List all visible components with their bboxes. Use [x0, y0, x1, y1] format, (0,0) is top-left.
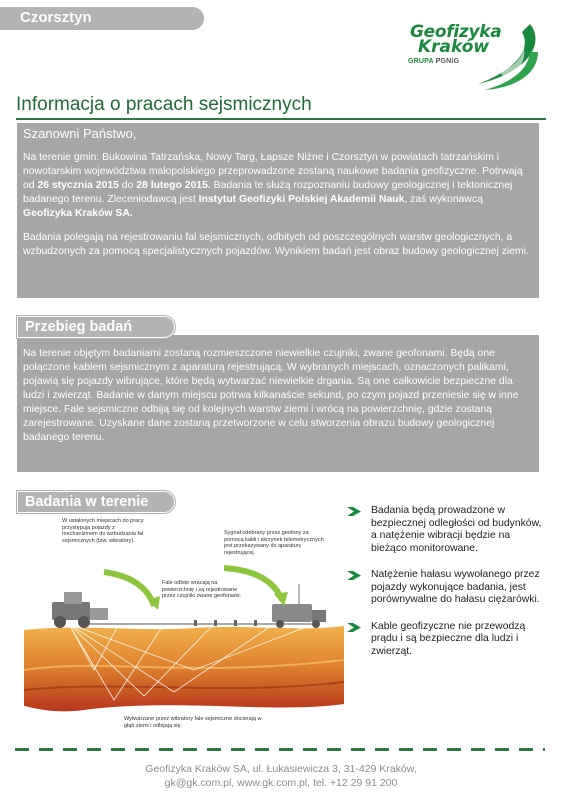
logo-group-name: PGNiG: [435, 58, 460, 65]
field-section-label: Badania w terenie: [25, 494, 149, 510]
intro-contractor: Geofizyka Kraków SA.: [23, 208, 133, 219]
arrow-bullet-icon: [347, 623, 361, 632]
logo-group-prefix: GRUPA: [408, 58, 436, 65]
company-logo: [400, 22, 550, 92]
intro-box: [17, 123, 539, 298]
intro-client: Instytut Geofizyki Polskiej Akademii Nauk: [198, 194, 405, 205]
footer-divider: [15, 748, 545, 751]
intro-text-c: Badania te służą rozpoznaniu budowy geologicznej i tektonicznej badanego terenu. Zleceniodawcą jest: [23, 180, 513, 205]
arrow-bullet-icon: [347, 571, 361, 580]
footer-address: Geofizyka Kraków SA, ul. Łukasiewicza 3, 31-429 Kraków,: [145, 763, 417, 775]
header-tab: [0, 7, 204, 30]
process-box: [17, 335, 539, 472]
bullet-item: [347, 569, 547, 607]
safety-bullets: [347, 505, 547, 672]
process-text: Na terenie objętym badaniami zostaną rozmieszczone niewielkie czujniki, zwane geofonami. Będą one połączone kablem sejsmicznym z aparaturą rejestrującą. W wybranych miejscach, oznaczonych palikami, pojawią się pojazdy wibrujące, które będą wytwarzać niewielkie drgania. Są one całkowicie bezpieczne dla ludzi i zwierząt. Badanie w danym miejscu potrwa kilkanaście sekund, po czym pojazd przeniesie się w inne miejsce. Fale sejsmiczne odbiją się od kolejnych warstw ziemi i wrócą na powierzchnię, gdzie zostaną zarejestrowane. Uzyskane dane zostaną przetworzone w celu stworzenia obrazu budowy geologicznej badanego terenu.: [23, 348, 519, 443]
intro-text-a: Na terenie gmin: Bukowina Tatrzańska, Nowy Targ, Łapsze Niżne i Czorsztyn w powiatach tatrzańskim i nowotarskim województwa małopolskiego przeprowadzone zostaną naukowe badania geofizyczne. Potrwają od: [23, 152, 523, 191]
diagram-label-generated: Wytwarzane przez wibratory fale sejsmiczne docierają w głąb ziemi i odbijają się.: [124, 716, 262, 729]
logo-group: [408, 58, 459, 65]
intro-date-start: 26 stycznia 2015: [37, 180, 119, 191]
field-section-tab: [17, 491, 175, 513]
diagram-label-signal: Sygnał odebrany przez geofony za pomocą kabli i skrzynek telemetrycznych jest przekazywany do aparatury rejestrującej.: [224, 530, 324, 556]
bullet-text: Badania będą prowadzone w bezpiecznej odległości od budynków, a natężenie wibracji będzie na bieżąco monitorowane.: [371, 505, 542, 554]
diagram-label-vehicles: W ustalonych miejscach do pracy przystępują pojazdy z mechanizmem do wzbudzania fal sejsmicznych (tzw. wibratory).: [62, 518, 144, 544]
diagram-label-reflect: Fale odbite wracają na powierzchnię i są rejestrowane przez czujniki zwane geofonami.: [162, 580, 242, 599]
greeting: Szanowni Państwo,: [23, 126, 137, 141]
bullet-item: [347, 505, 547, 555]
bullet-text: Natężenie hałasu wywołanego przez pojazdy wykonujące badania, jest porównywalne do hałasu ciężarówki.: [371, 569, 540, 605]
intro-text-d: , zaś wykonawcą: [404, 194, 483, 205]
bullet-item: [347, 621, 547, 659]
header-tab-label: Czorsztyn: [20, 9, 92, 26]
intro-text-b: do: [118, 180, 137, 191]
logo-name-line2: Kraków: [418, 37, 490, 57]
process-section-tab: [17, 316, 175, 338]
intro-paragraph-1: [23, 151, 531, 221]
footer-contact: gk@gk.com.pl, www.gk.com.pl, tel. +12 29 91 200: [164, 777, 398, 789]
intro-paragraph-2: Badania polegają na rejestrowaniu fal sejsmicznych, odbitych od poszczególnych warstw geologicznych, a wzbudzonych za pomocą specjalistycznych pojazdów. Wynikiem badań jest obraz budowy geologicznej ziemi.: [23, 232, 529, 257]
footer: [0, 762, 562, 790]
process-section-label: Przebieg badań: [25, 319, 133, 335]
intro-date-end: 28 lutego 2015.: [136, 180, 211, 191]
arrow-bullet-icon: [347, 507, 361, 516]
title-divider: [16, 118, 546, 120]
page-title: Informacja o pracach sejsmicznych: [16, 94, 312, 115]
bullet-text: Kable geofizyczne nie przewodzą prądu i są bezpieczne dla ludzi i zwierząt.: [371, 620, 526, 657]
seismic-diagram: [24, 520, 344, 738]
logo-name-line1: Geofizyka: [410, 22, 502, 42]
